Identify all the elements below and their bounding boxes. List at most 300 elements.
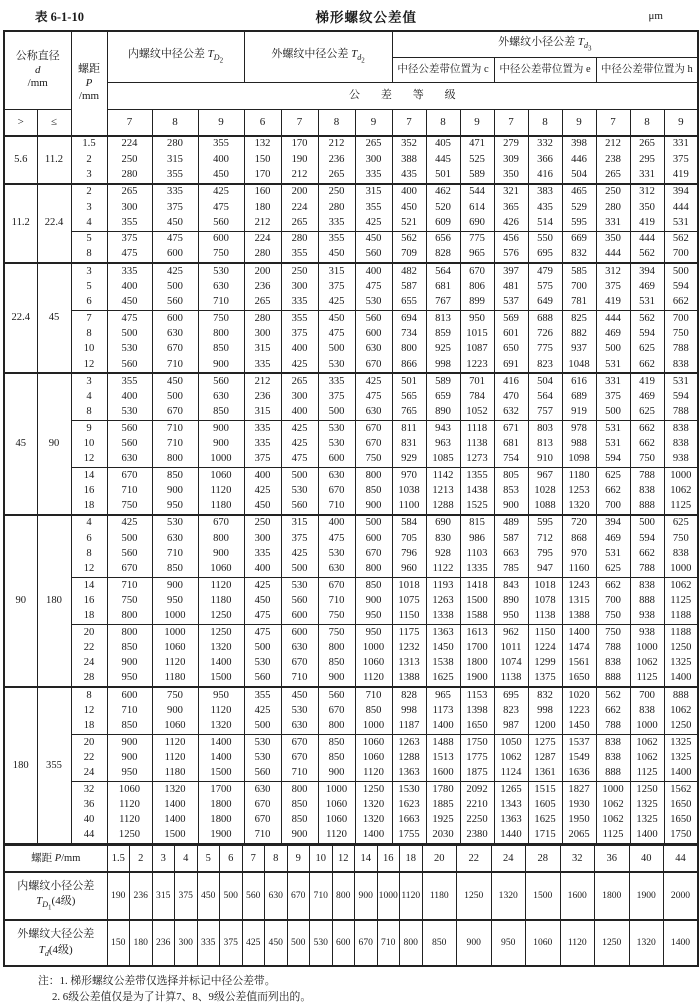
value-cell: 462 xyxy=(426,184,460,200)
value-cell: 1120 xyxy=(152,735,198,751)
value-cell: 560 xyxy=(355,311,392,327)
value-cell: 300 xyxy=(355,152,392,167)
value-cell: 655 xyxy=(392,295,426,311)
value-cell: 1400 xyxy=(198,751,244,766)
value-cell: 1187 xyxy=(392,719,426,735)
internal-minor-row xyxy=(4,872,698,920)
value-cell: 1018 xyxy=(392,578,426,594)
internal-minor-symbol: T xyxy=(36,895,43,908)
value-cell: 530 xyxy=(355,295,392,311)
value-cell: 950 xyxy=(107,671,152,687)
value-cell: 425 xyxy=(281,437,318,452)
value-cell: 1088 xyxy=(528,499,562,515)
external-major-value-cell: 950 xyxy=(491,920,526,966)
value-cell: 265 xyxy=(107,184,152,200)
internal-minor-value-cell: 1180 xyxy=(422,872,457,920)
value-cell: 767 xyxy=(426,295,460,311)
value-cell: 529 xyxy=(562,200,596,215)
value-cell: 425 xyxy=(281,547,318,562)
value-cell: 1250 xyxy=(355,782,392,798)
value-cell: 831 xyxy=(392,437,426,452)
value-cell: 405 xyxy=(426,136,460,152)
value-cell: 1120 xyxy=(198,704,244,719)
value-cell: 850 xyxy=(281,797,318,812)
value-cell: 1715 xyxy=(528,828,562,844)
pitch-cell: 40 xyxy=(71,813,107,828)
value-cell: 726 xyxy=(528,327,562,342)
value-cell: 224 xyxy=(244,231,281,247)
value-cell: 630 xyxy=(107,452,152,468)
value-cell: 850 xyxy=(198,342,244,357)
pitch-summary-label xyxy=(4,846,107,873)
value-cell: 190 xyxy=(281,152,318,167)
value-cell: 1750 xyxy=(460,735,494,751)
d-over-cell: 5.6 xyxy=(4,136,37,184)
value-cell: 600 xyxy=(355,531,392,546)
value-cell: 1363 xyxy=(494,813,528,828)
grade-cell: 9 xyxy=(664,110,698,137)
value-cell: 595 xyxy=(528,515,562,531)
pitch-summary-cell: 6 xyxy=(220,846,243,873)
value-cell: 500 xyxy=(281,468,318,484)
value-cell: 400 xyxy=(355,263,392,279)
value-cell: 1930 xyxy=(562,797,596,812)
value-cell: 800 xyxy=(355,562,392,578)
value-cell: 662 xyxy=(630,547,664,562)
value-cell: 1400 xyxy=(198,735,244,751)
value-cell: 928 xyxy=(426,547,460,562)
tolerance-grade-header: 公差等级 xyxy=(107,83,698,110)
value-cell: 575 xyxy=(528,280,562,295)
value-cell: 564 xyxy=(528,390,562,405)
d-over-cell: 22.4 xyxy=(4,263,37,373)
value-cell: 987 xyxy=(494,719,528,735)
value-cell: 1361 xyxy=(528,766,562,782)
value-cell: 943 xyxy=(426,421,460,437)
value-cell: 1561 xyxy=(562,656,596,671)
value-cell: 315 xyxy=(355,184,392,200)
value-cell: 900 xyxy=(281,828,318,844)
value-cell: 712 xyxy=(528,531,562,546)
value-cell: 1265 xyxy=(494,782,528,798)
pitch-summary-text: 螺距 xyxy=(31,852,55,864)
value-cell: 900 xyxy=(152,578,198,594)
value-cell: 236 xyxy=(244,390,281,405)
value-cell: 1525 xyxy=(460,499,494,515)
value-cell: 1650 xyxy=(664,797,698,812)
value-cell: 710 xyxy=(107,578,152,594)
value-cell: 795 xyxy=(528,547,562,562)
value-cell: 1000 xyxy=(318,782,355,798)
value-cell: 562 xyxy=(392,231,426,247)
value-cell: 200 xyxy=(281,184,318,200)
external-minor-sub: d xyxy=(584,40,588,50)
value-cell: 394 xyxy=(596,515,630,531)
pitch-summary-cell: 22 xyxy=(457,846,492,873)
value-cell: 1120 xyxy=(355,671,392,687)
notes xyxy=(3,973,693,1005)
value-cell: 681 xyxy=(494,437,528,452)
table-row xyxy=(4,562,698,578)
value-cell: 659 xyxy=(426,390,460,405)
value-cell: 309 xyxy=(494,152,528,167)
value-cell: 710 xyxy=(107,484,152,499)
internal-mid-tolerance-header xyxy=(107,31,244,83)
value-cell: 734 xyxy=(392,327,426,342)
value-cell: 670 xyxy=(281,735,318,751)
note-line-2: 2. 6级公差值仅是为了计算7、8、9级公差值而列出的。 xyxy=(52,991,312,1004)
value-cell: 475 xyxy=(244,625,281,641)
value-cell: 710 xyxy=(244,828,281,844)
value-cell: 315 xyxy=(244,405,281,421)
table-row xyxy=(4,499,698,515)
table-row xyxy=(4,515,698,531)
pitch-cell: 9 xyxy=(71,421,107,437)
table-row xyxy=(4,263,698,279)
grade-cell: 9 xyxy=(460,110,494,137)
value-cell: 594 xyxy=(630,327,664,342)
value-cell: 475 xyxy=(107,311,152,327)
value-cell: 850 xyxy=(355,578,392,594)
value-cell: 788 xyxy=(630,562,664,578)
value-cell: 850 xyxy=(355,484,392,499)
pitch-summary-cell: 10 xyxy=(310,846,333,873)
value-cell: 530 xyxy=(318,421,355,437)
value-cell: 803 xyxy=(528,421,562,437)
value-cell: 695 xyxy=(494,687,528,703)
value-cell: 850 xyxy=(281,813,318,828)
value-cell: 630 xyxy=(152,327,198,342)
value-cell: 394 xyxy=(664,184,698,200)
value-cell: 315 xyxy=(318,263,355,279)
value-cell: 531 xyxy=(664,215,698,231)
table-row xyxy=(4,547,698,562)
value-cell: 823 xyxy=(528,357,562,373)
value-cell: 1074 xyxy=(494,656,528,671)
value-cell: 1343 xyxy=(494,797,528,812)
pitch-header xyxy=(71,31,107,136)
value-cell: 132 xyxy=(244,136,281,152)
table-title-row xyxy=(3,2,693,30)
value-cell: 1180 xyxy=(562,468,596,484)
value-cell: 688 xyxy=(528,311,562,327)
value-cell: 212 xyxy=(244,215,281,231)
value-cell: 1153 xyxy=(460,687,494,703)
pitch-cell: 6 xyxy=(71,295,107,311)
table-row xyxy=(4,782,698,798)
value-cell: 832 xyxy=(562,247,596,263)
value-cell: 1400 xyxy=(198,656,244,671)
table-row xyxy=(4,828,698,844)
value-cell: 450 xyxy=(318,247,355,263)
pitch-cell: 28 xyxy=(71,671,107,687)
value-cell: 900 xyxy=(318,671,355,687)
table-row xyxy=(4,437,698,452)
value-cell: 750 xyxy=(318,625,355,641)
value-cell: 450 xyxy=(318,311,355,327)
value-cell: 625 xyxy=(596,468,630,484)
grade-cell: 9 xyxy=(355,110,392,137)
value-cell: 662 xyxy=(630,437,664,452)
value-cell: 1250 xyxy=(664,641,698,656)
value-cell: 1224 xyxy=(528,641,562,656)
value-cell: 750 xyxy=(198,311,244,327)
value-cell: 375 xyxy=(596,390,630,405)
value-cell: 850 xyxy=(318,656,355,671)
value-cell: 1052 xyxy=(460,405,494,421)
grade-cell: 7 xyxy=(596,110,630,137)
value-cell: 416 xyxy=(494,373,528,389)
value-cell: 1011 xyxy=(494,641,528,656)
value-cell: 670 xyxy=(318,578,355,594)
value-cell: 280 xyxy=(281,231,318,247)
table-number: 表 6-1-10 xyxy=(35,10,84,24)
value-cell: 375 xyxy=(596,280,630,295)
value-cell: 625 xyxy=(596,562,630,578)
internal-minor-value-cell: 1320 xyxy=(491,872,526,920)
value-cell: 859 xyxy=(426,327,460,342)
value-cell: 609 xyxy=(426,215,460,231)
value-cell: 1253 xyxy=(562,484,596,499)
value-cell: 530 xyxy=(244,751,281,766)
pitch-cell: 14 xyxy=(71,578,107,594)
value-cell: 838 xyxy=(630,704,664,719)
value-cell: 435 xyxy=(392,168,426,184)
value-cell: 1060 xyxy=(318,797,355,812)
value-cell: 750 xyxy=(630,452,664,468)
value-cell: 900 xyxy=(318,766,355,782)
value-cell: 562 xyxy=(664,231,698,247)
pitch-cell: 12 xyxy=(71,704,107,719)
grade-cell: 6 xyxy=(244,110,281,137)
value-cell: 355 xyxy=(198,136,244,152)
value-cell: 1098 xyxy=(562,452,596,468)
value-cell: 1400 xyxy=(664,671,698,687)
internal-mid-sub: D xyxy=(213,53,220,63)
value-cell: 450 xyxy=(355,231,392,247)
value-cell: 710 xyxy=(107,704,152,719)
value-cell: 1124 xyxy=(494,766,528,782)
value-cell: 1775 xyxy=(460,751,494,766)
internal-minor-value-cell: 375 xyxy=(175,872,198,920)
value-cell: 265 xyxy=(281,215,318,231)
value-cell: 781 xyxy=(562,295,596,311)
table-row xyxy=(4,342,698,357)
value-cell: 398 xyxy=(562,136,596,152)
table-row xyxy=(4,390,698,405)
pitch-cell: 12 xyxy=(71,562,107,578)
value-cell: 1780 xyxy=(426,782,460,798)
external-major-value-cell: 1120 xyxy=(560,920,595,966)
external-mid-sub: d xyxy=(357,53,362,63)
value-cell: 350 xyxy=(596,231,630,247)
value-cell: 1150 xyxy=(528,625,562,641)
value-cell: 750 xyxy=(664,327,698,342)
value-cell: 425 xyxy=(244,484,281,499)
value-cell: 825 xyxy=(562,311,596,327)
value-cell: 1125 xyxy=(596,828,630,844)
value-cell: 1120 xyxy=(107,797,152,812)
value-cell: 1900 xyxy=(198,828,244,844)
value-cell: 1150 xyxy=(392,609,426,625)
value-cell: 2210 xyxy=(460,797,494,812)
value-cell: 236 xyxy=(244,280,281,295)
value-cell: 784 xyxy=(460,390,494,405)
external-minor-label: 外螺纹小径公差 xyxy=(498,35,578,48)
value-cell: 531 xyxy=(596,421,630,437)
value-cell: 1320 xyxy=(198,719,244,735)
value-cell: 1120 xyxy=(198,578,244,594)
value-cell: 1038 xyxy=(392,484,426,499)
value-cell: 1625 xyxy=(426,671,460,687)
value-cell: 2030 xyxy=(426,828,460,844)
value-cell: 1138 xyxy=(494,671,528,687)
value-cell: 656 xyxy=(426,231,460,247)
value-cell: 331 xyxy=(596,215,630,231)
value-cell: 279 xyxy=(494,136,528,152)
value-cell: 365 xyxy=(494,200,528,215)
value-cell: 560 xyxy=(244,766,281,782)
value-cell: 1320 xyxy=(152,782,198,798)
pitch-summary-symbol: P xyxy=(54,852,62,864)
value-cell: 397 xyxy=(494,263,528,279)
value-cell: 838 xyxy=(664,547,698,562)
value-cell: 950 xyxy=(198,687,244,703)
value-cell: 888 xyxy=(630,499,664,515)
table-caption: 梯形螺纹公差值 xyxy=(315,10,417,25)
value-cell: 594 xyxy=(664,390,698,405)
value-cell: 1513 xyxy=(426,751,460,766)
value-cell: 750 xyxy=(198,247,244,263)
value-cell: 315 xyxy=(152,152,198,167)
value-cell: 843 xyxy=(494,578,528,594)
value-cell: 531 xyxy=(596,437,630,452)
value-cell: 569 xyxy=(494,311,528,327)
value-cell: 1000 xyxy=(152,625,198,641)
value-cell: 150 xyxy=(244,152,281,167)
value-cell: 630 xyxy=(198,390,244,405)
value-cell: 700 xyxy=(664,247,698,263)
value-cell: 670 xyxy=(198,515,244,531)
pitch-cell: 7 xyxy=(71,311,107,327)
value-cell: 1060 xyxy=(355,735,392,751)
value-cell: 800 xyxy=(281,782,318,798)
value-cell: 1613 xyxy=(460,625,494,641)
external-minor-symbol: T xyxy=(577,35,584,48)
le-header: ≤ xyxy=(37,110,71,137)
value-cell: 1325 xyxy=(664,751,698,766)
grade-cell: 8 xyxy=(318,110,355,137)
value-cell: 425 xyxy=(244,704,281,719)
value-cell: 800 xyxy=(107,609,152,625)
internal-minor-value-cell: 236 xyxy=(130,872,153,920)
gt-header: > xyxy=(4,110,37,137)
value-cell: 929 xyxy=(392,452,426,468)
table-row xyxy=(4,405,698,421)
value-cell: 1125 xyxy=(630,671,664,687)
value-cell: 1363 xyxy=(392,766,426,782)
external-minor-tolerance-header xyxy=(392,31,698,58)
grade-cell: 7 xyxy=(281,110,318,137)
value-cell: 355 xyxy=(355,200,392,215)
value-cell: 520 xyxy=(426,200,460,215)
value-cell: 530 xyxy=(281,704,318,719)
value-cell: 750 xyxy=(596,625,630,641)
pitch-summary-cell: 32 xyxy=(560,846,595,873)
value-cell: 400 xyxy=(107,390,152,405)
value-cell: 710 xyxy=(152,421,198,437)
pitch-cell: 3 xyxy=(71,373,107,389)
value-cell: 900 xyxy=(107,735,152,751)
value-cell: 1515 xyxy=(528,782,562,798)
value-cell: 700 xyxy=(664,311,698,327)
value-cell: 560 xyxy=(244,671,281,687)
value-cell: 469 xyxy=(596,327,630,342)
pitch-summary-cell: 44 xyxy=(664,846,699,873)
value-cell: 850 xyxy=(198,405,244,421)
position-h-header: 中径公差带位置为 h xyxy=(596,58,698,83)
value-cell: 300 xyxy=(244,531,281,546)
value-cell: 265 xyxy=(244,295,281,311)
pitch-cell: 6 xyxy=(71,531,107,546)
value-cell: 425 xyxy=(281,421,318,437)
value-cell: 950 xyxy=(355,625,392,641)
value-cell: 1636 xyxy=(562,766,596,782)
value-cell: 950 xyxy=(152,499,198,515)
value-cell: 1650 xyxy=(562,671,596,687)
grade-cell: 7 xyxy=(107,110,152,137)
pitch-cell: 20 xyxy=(71,625,107,641)
internal-minor-value-cell: 190 xyxy=(107,872,130,920)
value-cell: 355 xyxy=(244,687,281,703)
value-cell: 828 xyxy=(392,687,426,703)
value-cell: 1650 xyxy=(460,719,494,735)
pitch-summary-cell: 20 xyxy=(422,846,457,873)
value-cell: 475 xyxy=(152,231,198,247)
value-cell: 1062 xyxy=(596,797,630,812)
value-cell: 450 xyxy=(281,687,318,703)
internal-minor-text: 内螺纹小径公差 xyxy=(17,879,95,892)
pitch-unit: /mm xyxy=(78,90,100,103)
value-cell: 1188 xyxy=(664,609,698,625)
value-cell: 882 xyxy=(562,327,596,342)
value-cell: 212 xyxy=(596,136,630,152)
value-cell: 1500 xyxy=(460,594,494,609)
value-cell: 425 xyxy=(318,295,355,311)
external-mid-label: 外螺纹中径公差 xyxy=(271,48,352,61)
pitch-cell: 4 xyxy=(71,515,107,531)
value-cell: 838 xyxy=(664,357,698,373)
value-cell: 321 xyxy=(494,184,528,200)
table-row xyxy=(4,373,698,389)
pitch-summary-row xyxy=(4,846,698,873)
external-major-value-cell: 1250 xyxy=(595,920,630,966)
value-cell: 1440 xyxy=(494,828,528,844)
external-mid-tolerance-header xyxy=(244,31,392,83)
value-cell: 295 xyxy=(630,152,664,167)
value-cell: 1288 xyxy=(426,499,460,515)
value-cell: 950 xyxy=(355,609,392,625)
value-cell: 2380 xyxy=(460,828,494,844)
value-cell: 838 xyxy=(664,437,698,452)
value-cell: 750 xyxy=(152,687,198,703)
value-cell: 400 xyxy=(318,515,355,531)
value-cell: 224 xyxy=(107,136,152,152)
value-cell: 830 xyxy=(426,531,460,546)
value-cell: 1755 xyxy=(392,828,426,844)
value-cell: 1060 xyxy=(152,641,198,656)
pitch-cell: 5 xyxy=(71,231,107,247)
